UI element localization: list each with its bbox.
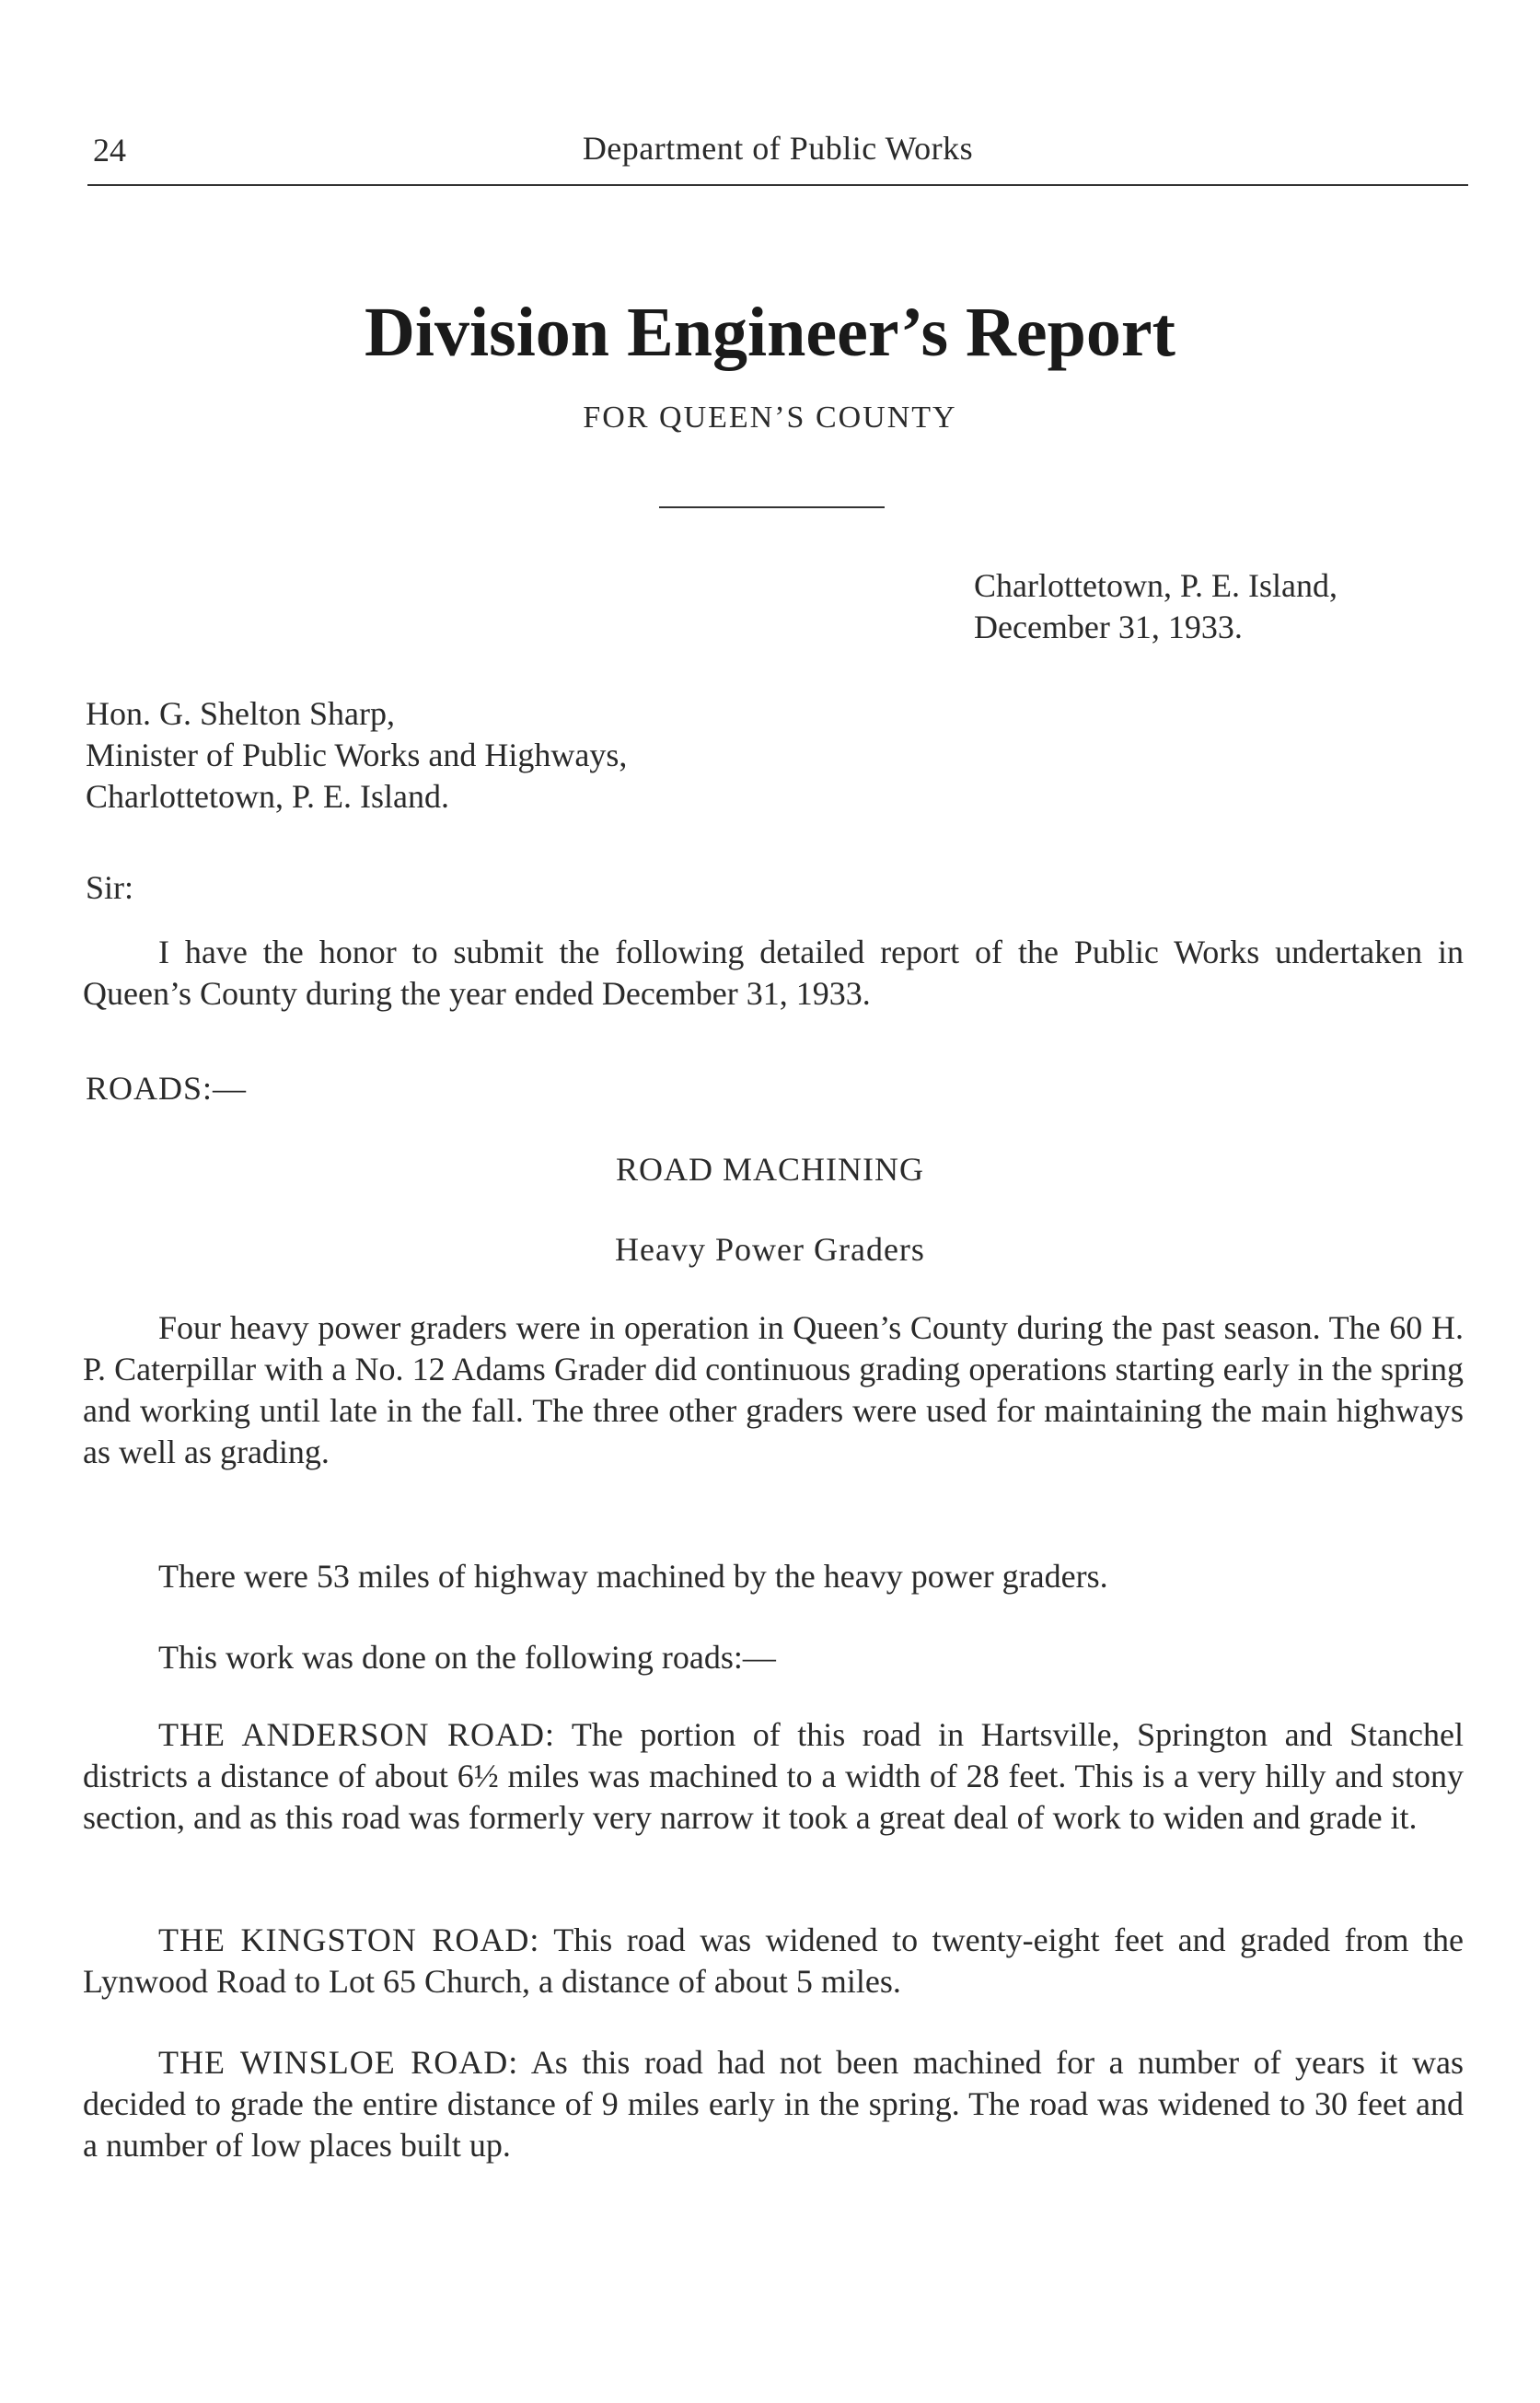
subsection-heading: Heavy Power Graders	[615, 1231, 925, 1268]
page-number: 24	[93, 132, 126, 168]
intro-paragraph: I have the honor to submit the following detailed report of the Public Works undertaken in Queen’s County during the year ended December 31, 1933.	[83, 934, 1464, 1012]
winsloe-paragraph	[83, 2042, 1464, 2166]
winsloe-road-label: THE WINSLOE ROAD:	[158, 2044, 519, 2081]
report-subtitle: FOR QUEEN’S COUNTY	[583, 400, 957, 435]
dateline-place: Charlottetown, P. E. Island,	[974, 567, 1337, 604]
winsloe-road-text: As this road had not been machined for a number of years it was decided to grade the entire distance of 9 miles early in the spring. The road was widened to 30 feet and a number of low places built up.	[83, 2044, 1464, 2164]
anderson-road-text: The portion of this road in Hartsville, Springton and Stanchel districts a distance of about 6½ miles was machined to a width of 28 feet. This is a very hilly and stony section, and as this road was formerly very narrow it took a great deal of work to widen and grade it.	[83, 1716, 1464, 1836]
roads-heading: ROADS:—	[86, 1070, 248, 1107]
title-divider	[659, 506, 885, 508]
running-title: Department of Public Works	[582, 130, 974, 167]
anderson-paragraph	[83, 1714, 1464, 1839]
address-line-3: Charlottetown, P. E. Island.	[86, 778, 449, 815]
following-paragraph: This work was done on the following roads:—	[158, 1639, 776, 1676]
salutation: Sir:	[86, 869, 134, 906]
address-line-1: Hon. G. Shelton Sharp,	[86, 695, 395, 732]
recipient-address	[86, 693, 914, 818]
miles-paragraph: There were 53 miles of highway machined by the heavy power graders.	[158, 1558, 1108, 1595]
running-header	[87, 129, 1468, 186]
section-heading: ROAD MACHINING	[616, 1151, 924, 1188]
address-line-2: Minister of Public Works and Highways,	[86, 737, 628, 773]
dateline-date: December 31, 1933.	[974, 609, 1243, 645]
dateline	[974, 565, 1489, 648]
anderson-road-label: THE ANDERSON ROAD:	[158, 1716, 555, 1753]
graders-paragraph: Four heavy power graders were in operation in Queen’s County during the past season. The 60 H. P. Caterpillar with a No. 12 Adams Grader did continuous grading operations starting early in the spring and working until late in the fall. The three other graders were used for maintaining the main highways as well as grading.	[83, 1309, 1464, 1470]
kingston-paragraph	[83, 1920, 1464, 2002]
report-title: Division Engineer’s Report	[365, 294, 1175, 371]
kingston-road-label: THE KINGSTON ROAD:	[158, 1921, 540, 1958]
kingston-road-text: This road was widened to twenty-eight feet and graded from the Lynwood Road to Lot 65 Church, a distance of about 5 miles.	[83, 1921, 1464, 2000]
